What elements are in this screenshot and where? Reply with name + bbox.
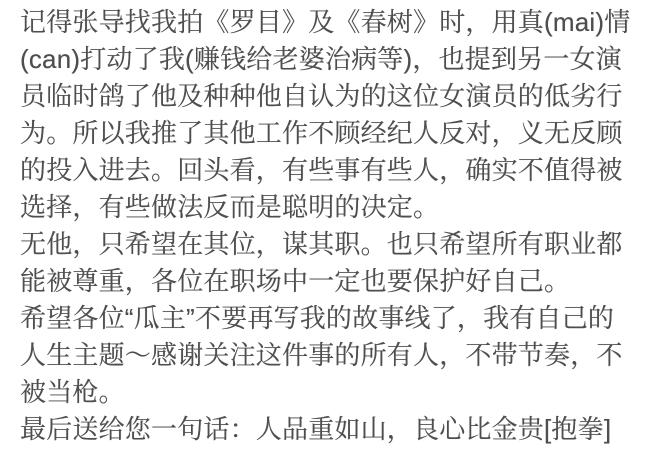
text-line: (can)打动了我(赚钱给老婆治病等)，也提到另一女演 — [20, 44, 622, 74]
text-line: 希望各位“瓜主”不要再写我的故事线了，我有自己的 — [20, 303, 615, 333]
text-line: 无他，只希望在其位，谋其职。也只希望所有职业都 — [20, 229, 623, 259]
text-line: 选择，有些做法反而是聪明的决定。 — [20, 192, 440, 222]
text-line: 最后送给您一句话：人品重如山，良心比金贵[抱拳] — [20, 414, 612, 444]
text-line: 被当枪。 — [20, 377, 125, 407]
text-line: 人生主题～感谢关注这件事的所有人，不带节奏，不 — [20, 340, 623, 370]
text-line: 能被尊重，各位在职场中一定也要保护好自己。 — [20, 266, 571, 296]
text-line: 员临时鸽了他及种种他自认为的这位女演员的低劣行 — [20, 81, 623, 111]
text-line: 为。所以我推了其他工作不顾经纪人反对，义无反顾 — [20, 118, 623, 148]
text-line: 记得张导找我拍《罗目》及《春树》时，用真(mai)情 — [20, 7, 631, 37]
text-line: 的投入进去。回头看，有些事有些人，确实不值得被 — [20, 155, 623, 185]
